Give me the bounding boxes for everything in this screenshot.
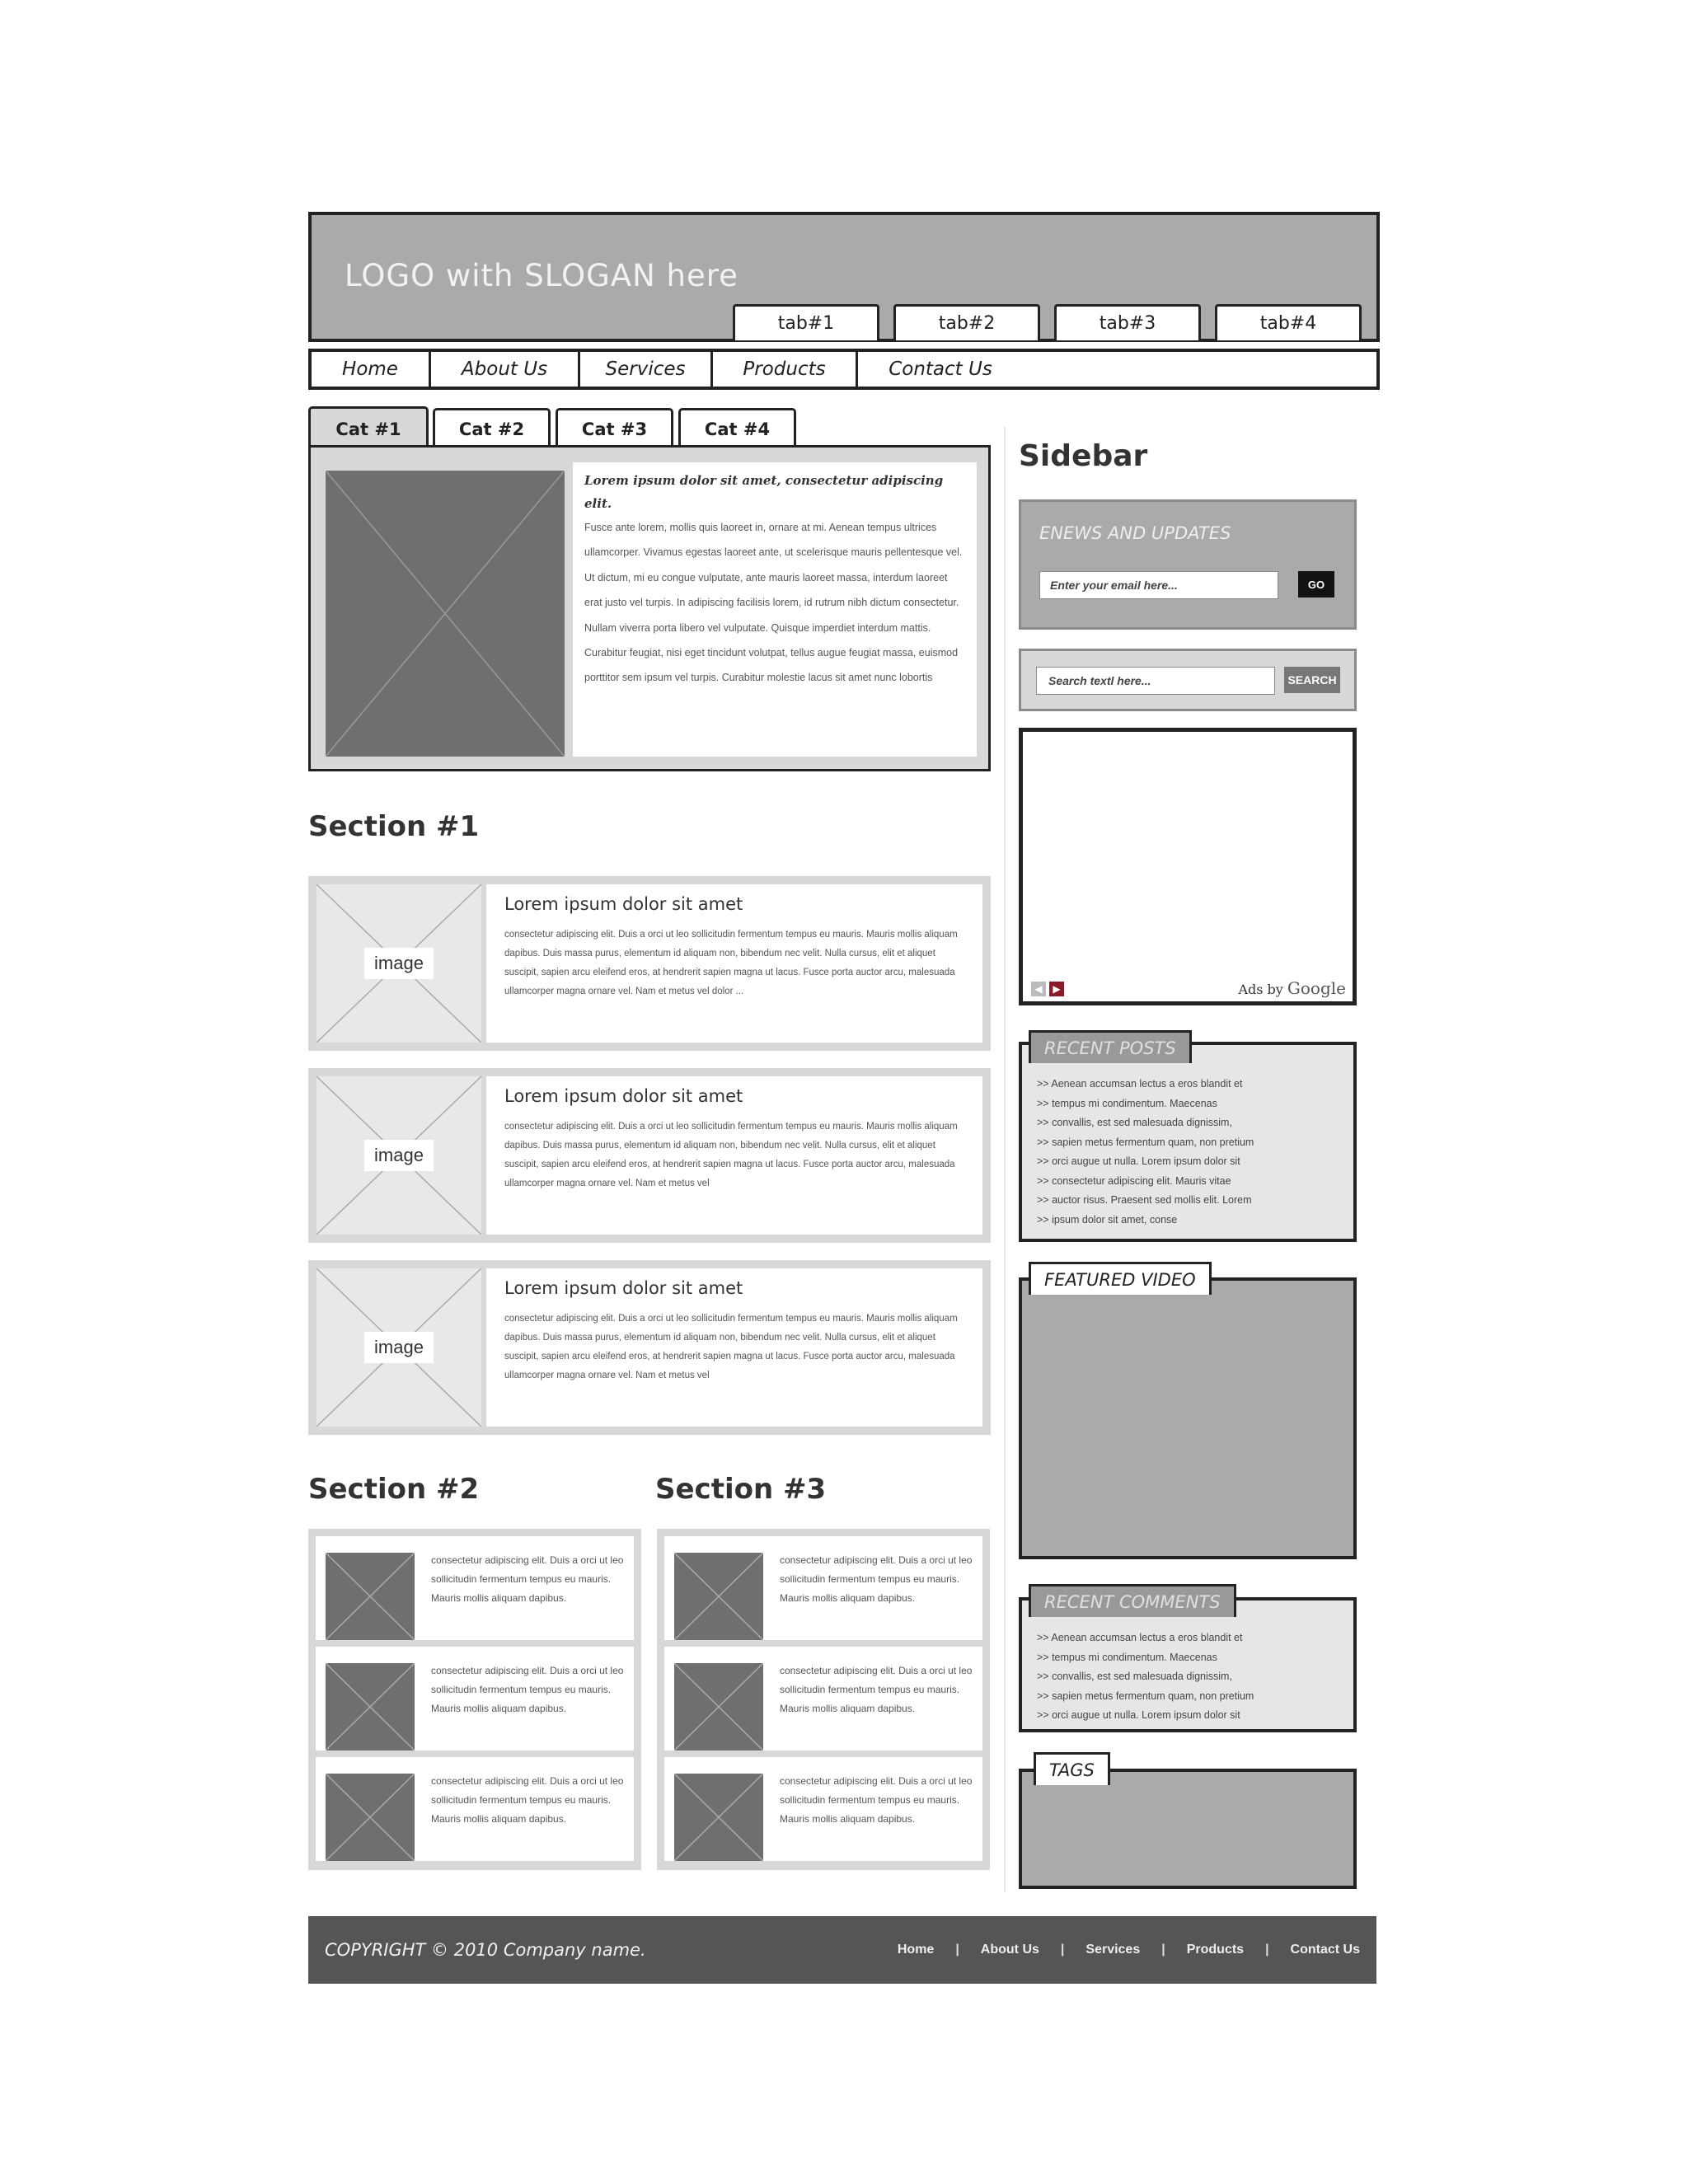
image-placeholder [326, 471, 565, 757]
email-field[interactable]: Enter your email here... [1039, 571, 1278, 599]
ad-box[interactable] [1019, 728, 1357, 1005]
logo-slogan[interactable]: LOGO with SLOGAN here [345, 258, 738, 293]
sidebar-divider [1004, 427, 1006, 1892]
tags-widget [1019, 1769, 1357, 1889]
list-item-text: consectetur adipiscing elit. Duis a orci ut leo sollicitudin fermentum tempus eu mauris. Mauris mollis aliquam dapibus. [431, 1665, 624, 1714]
card-body: consectetur adipiscing elit. Duis a orci ut leo sollicitudin fermentum tempus eu mauris. Mauris mollis aliquam dapibus. Duis massa purus, elementum id aliquam non, bibendum nec velit. Nulla cursus, elit et aliquet suscipit, sapien arcu eleifend eros, at hendrerit sapien magna ut lacus. Fusce porta auctor arcu, malesuada ullamcorper magna ornare vel. Nam et metus vel [504, 1314, 958, 1380]
list-item[interactable]: >> tempus mi condimentum. Maecenas [1037, 1651, 1217, 1663]
list-item[interactable] [664, 1757, 982, 1861]
ads-by-google[interactable] [1238, 978, 1346, 998]
tags-title: TAGS [1034, 1752, 1110, 1785]
cat-tab-1[interactable]: Cat #1 [308, 406, 429, 449]
list-item[interactable]: >> consectetur adipiscing elit. Mauris vitae [1037, 1174, 1231, 1187]
section-2-list [308, 1529, 641, 1870]
card-body: consectetur adipiscing elit. Duis a orci ut leo sollicitudin fermentum tempus eu mauris. Mauris mollis aliquam dapibus. Duis massa purus, elementum id aliquam non, bibendum nec velit. Nulla cursus, elit et aliquet suscipit, sapien arcu eleifend eros, at hendrerit sapien magna ut lacus. Fusce porta auctor arcu, malesuada ullamcorper magna ornare vel. Nam et metus vel dolor ... [504, 930, 958, 996]
list-item[interactable]: >> Aenean accumsan lectus a eros blandit et [1037, 1078, 1243, 1090]
card-title[interactable]: Lorem ipsum dolor sit amet [504, 1086, 743, 1106]
main-nav [308, 349, 1380, 390]
list-item-text: consectetur adipiscing elit. Duis a orci ut leo sollicitudin fermentum tempus eu mauris. Mauris mollis aliquam dapibus. [780, 1554, 973, 1604]
list-item[interactable]: >> ipsum dolor sit amet, conse [1037, 1213, 1178, 1226]
footer-separator: | [1265, 1943, 1269, 1957]
section-1-card [308, 1260, 991, 1435]
footer-link-services[interactable]: Services [1085, 1943, 1141, 1957]
prev-ad-icon[interactable]: ◀ [1031, 982, 1046, 996]
search-widget [1019, 649, 1357, 711]
card-text [486, 884, 982, 1043]
footer-link-products[interactable]: Products [1186, 1943, 1245, 1957]
list-item[interactable]: >> Aenean accumsan lectus a eros blandit et [1037, 1632, 1243, 1643]
category-text [573, 462, 977, 757]
list-item[interactable] [316, 1647, 634, 1750]
list-item[interactable]: >> convallis, est sed malesuada dignissim, [1037, 1671, 1232, 1682]
image-placeholder [674, 1553, 763, 1640]
list-item[interactable] [664, 1647, 982, 1750]
search-button[interactable]: SEARCH [1284, 667, 1340, 693]
enews-title: ENEWS AND UPDATES [1039, 523, 1231, 543]
footer-separator: | [1060, 1943, 1065, 1957]
category-body: Fusce ante lorem, mollis quis laoreet in, ornare at mi. Aenean tempus ultrices ullamcorper. Vivamus egestas laoreet ante, ut scelerisque mauris pellentesque vel. Ut dictum, mi eu congue vulputate, ante mauris laoreet massa, interdum laoreet erat justo vel turpis. In adipiscing facilisis lorem, id rutrum nibh dictum consectetur. Nullam viverra porta libero vel vulputate. Quisque imperdiet interdum mattis. Curabitur feugiat, nisi eget tincidunt volutpat, tellus augue feugiat massa, euismod porttitor sem ipsum vel turpis. Curabitur molestie lacus sit amet nunc lobortis [584, 522, 963, 684]
image-label: image [364, 948, 434, 979]
card-title[interactable]: Lorem ipsum dolor sit amet [504, 894, 743, 914]
section-2-title: Section #2 [308, 1473, 480, 1506]
list-item-text: consectetur adipiscing elit. Duis a orci ut leo sollicitudin fermentum tempus eu mauris. Mauris mollis aliquam dapibus. [780, 1665, 973, 1714]
footer-link-about-us[interactable]: About Us [980, 1943, 1039, 1957]
list-item[interactable]: >> sapien metus fermentum quam, non pretium [1037, 1136, 1254, 1148]
nav-about-us[interactable]: About Us [431, 352, 580, 387]
section-1-title: Section #1 [308, 810, 480, 843]
list-item[interactable]: >> sapien metus fermentum quam, non pretium [1037, 1690, 1254, 1702]
top-tab-2[interactable]: tab#2 [893, 304, 1040, 340]
card-body: consectetur adipiscing elit. Duis a orci ut leo sollicitudin fermentum tempus eu mauris. Mauris mollis aliquam dapibus. Duis massa purus, elementum id aliquam non, bibendum nec velit. Nulla cursus, elit et aliquet suscipit, sapien arcu eleifend eros, at hendrerit sapien magna ut lacus. Fusce porta auctor arcu, malesuada ullamcorper magna ornare vel. Nam et metus vel [504, 1122, 958, 1188]
top-tab-1[interactable]: tab#1 [733, 304, 879, 340]
image-placeholder [326, 1774, 415, 1861]
ads-prefix: Ads by [1238, 982, 1283, 997]
category-heading: Lorem ipsum dolor sit amet, consectetur adipiscing elit. [584, 473, 944, 511]
go-button[interactable]: GO [1298, 571, 1334, 598]
list-item-text: consectetur adipiscing elit. Duis a orci ut leo sollicitudin fermentum tempus eu mauris. Mauris mollis aliquam dapibus. [780, 1775, 973, 1825]
image-placeholder [316, 884, 481, 1043]
list-item[interactable] [664, 1536, 982, 1640]
image-label: image [364, 1332, 434, 1363]
recent-comments-title: RECENT COMMENTS [1029, 1584, 1236, 1617]
card-text [486, 1076, 982, 1235]
image-placeholder [674, 1774, 763, 1861]
featured-video-title: FEATURED VIDEO [1029, 1262, 1212, 1295]
category-panel [308, 445, 991, 771]
footer-nav [898, 1916, 1360, 1984]
image-label: image [364, 1140, 434, 1171]
image-placeholder [326, 1663, 415, 1750]
list-item[interactable]: >> orci augue ut nulla. Lorem ipsum dolor sit [1037, 1155, 1240, 1167]
recent-posts-widget [1019, 1042, 1357, 1242]
footer-separator: | [955, 1943, 959, 1957]
list-item[interactable] [316, 1757, 634, 1861]
recent-comments-list [1022, 1601, 1353, 1737]
site-footer [308, 1916, 1376, 1984]
section-1-card [308, 876, 991, 1051]
sidebar-title: Sidebar [1019, 439, 1148, 473]
footer-link-contact-us[interactable]: Contact Us [1290, 1943, 1360, 1957]
cat-tab-3[interactable]: Cat #3 [556, 408, 673, 448]
nav-services[interactable]: Services [580, 352, 713, 387]
card-text [486, 1268, 982, 1427]
site-header [308, 212, 1380, 342]
image-placeholder [674, 1663, 763, 1750]
list-item[interactable]: >> auctor risus. Praesent sed mollis elit. Lorem [1037, 1194, 1252, 1206]
enews-widget [1019, 499, 1357, 630]
footer-separator: | [1161, 1943, 1165, 1957]
recent-posts-title: RECENT POSTS [1029, 1030, 1192, 1063]
list-item[interactable]: >> tempus mi condimentum. Maecenas [1037, 1097, 1217, 1109]
section-3-list [657, 1529, 990, 1870]
nav-home[interactable]: Home [312, 352, 431, 387]
featured-video-player[interactable] [1019, 1277, 1357, 1559]
section-3-title: Section #3 [655, 1473, 827, 1506]
card-title[interactable]: Lorem ipsum dolor sit amet [504, 1278, 743, 1298]
list-item-text: consectetur adipiscing elit. Duis a orci ut leo sollicitudin fermentum tempus eu mauris. Mauris mollis aliquam dapibus. [431, 1775, 624, 1825]
nav-contact-us[interactable]: Contact Us [889, 359, 992, 380]
image-placeholder [326, 1553, 415, 1640]
top-tab-3[interactable]: tab#3 [1054, 304, 1201, 340]
image-placeholder [316, 1268, 481, 1427]
footer-link-home[interactable]: Home [897, 1943, 935, 1957]
list-item[interactable]: >> convallis, est sed malesuada dignissim, [1037, 1117, 1232, 1128]
image-placeholder [316, 1076, 481, 1235]
copyright: COPYRIGHT © 2010 Company name. [325, 1940, 646, 1960]
recent-comments-widget [1019, 1597, 1357, 1732]
cat-tab-2[interactable]: Cat #2 [433, 408, 551, 448]
top-tab-4[interactable]: tab#4 [1215, 304, 1362, 340]
list-item[interactable]: >> orci augue ut nulla. Lorem ipsum dolor sit [1037, 1709, 1240, 1721]
ads-brand: Google [1287, 978, 1346, 998]
cat-tab-4[interactable]: Cat #4 [678, 408, 796, 448]
next-ad-icon[interactable]: ▶ [1049, 982, 1064, 996]
list-item[interactable] [316, 1536, 634, 1640]
search-input[interactable]: Search textl here... [1036, 667, 1275, 695]
list-item-text: consectetur adipiscing elit. Duis a orci ut leo sollicitudin fermentum tempus eu mauris. Mauris mollis aliquam dapibus. [431, 1554, 624, 1604]
section-1-card [308, 1068, 991, 1243]
nav-products[interactable]: Products [713, 352, 858, 387]
recent-posts-list [1022, 1045, 1353, 1241]
